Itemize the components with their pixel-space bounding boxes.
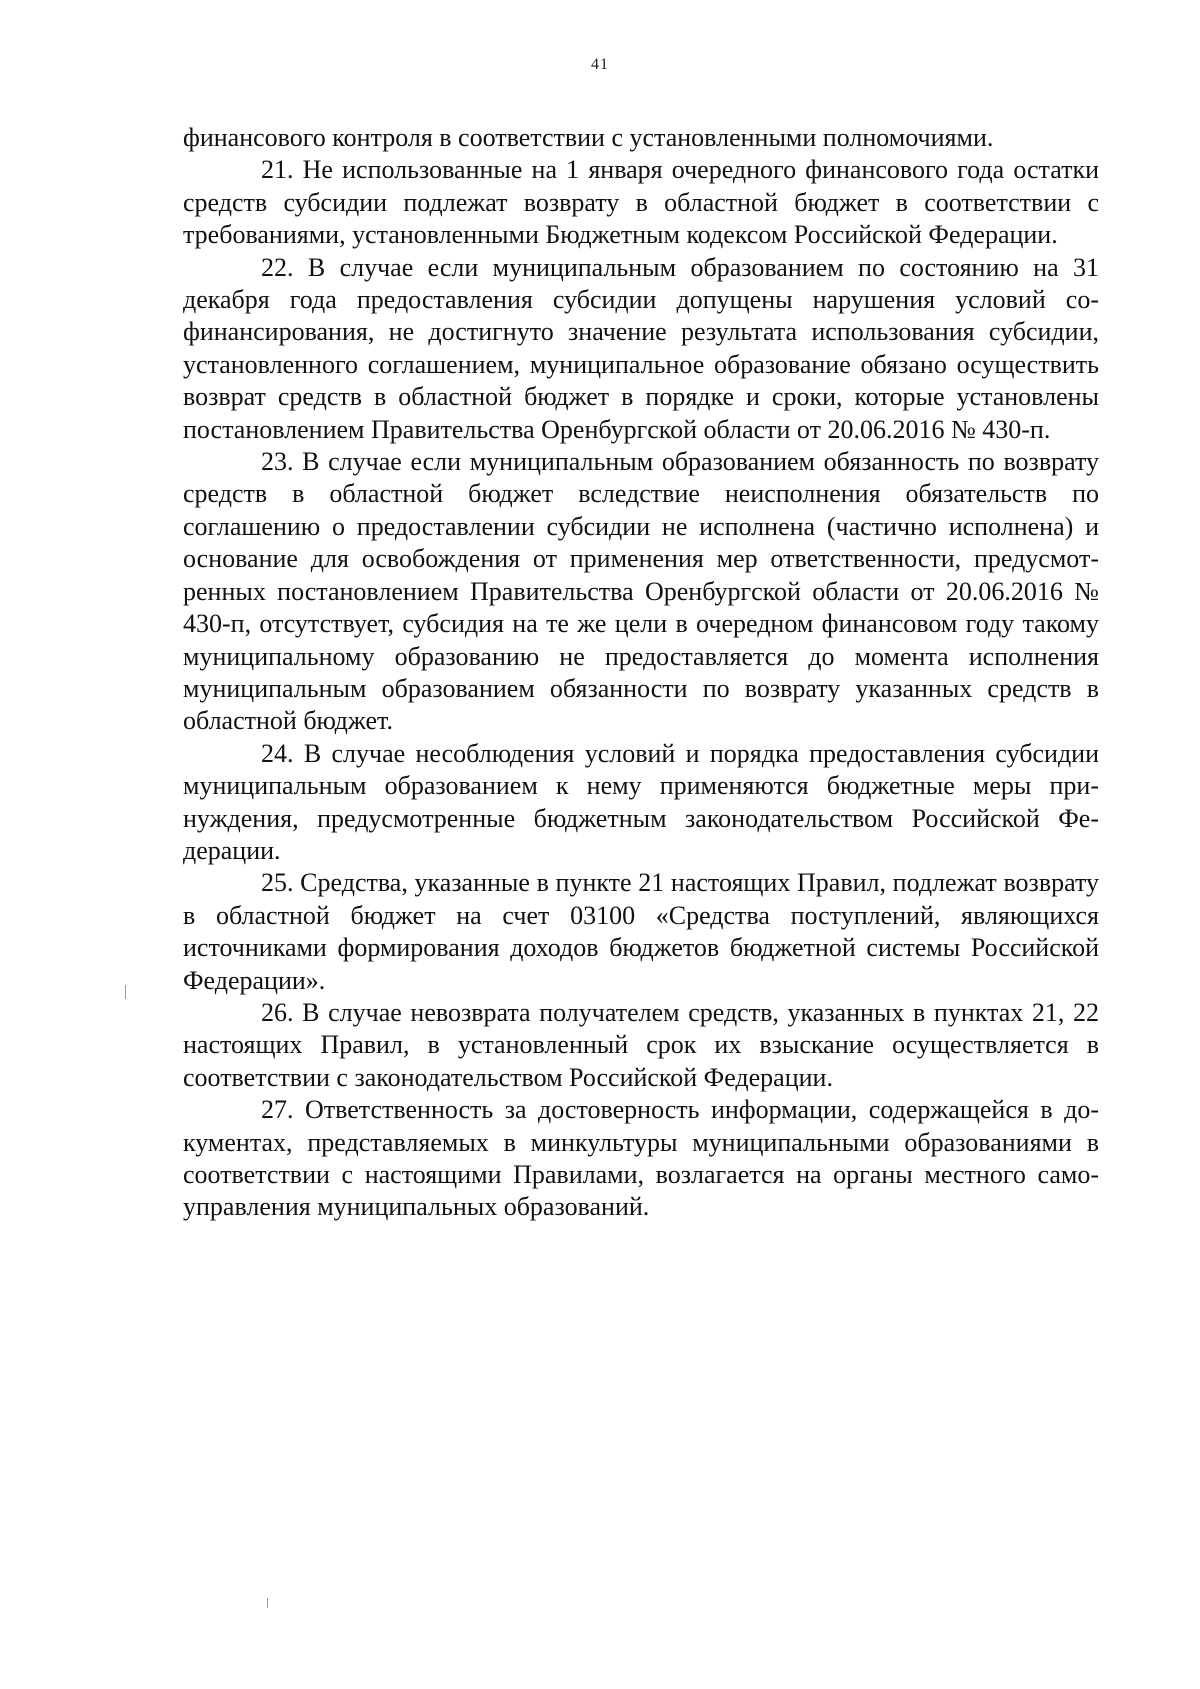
scan-artifact-left [125,985,126,999]
page-number: 41 [591,56,609,73]
document-body [183,122,1099,1224]
paragraph-24: 24. В случае несоблюдения условий и порядка предоставления субсидии муниципальным образованием к нему применяются бюджетные меры принуждения, предусмотренные бюджетным законодательством Российской Федерации. [183,738,1099,865]
paragraph-21: 21. Не использованные на 1 января очередного финансового года остатки средств субсидии подлежат возврату в областной бюджет в соответствии с требованиями, установленными Бюджетным кодексом Российской Федерации. [183,155,1099,250]
paragraph-23: 23. В случае если муниципальным образованием обязанность по возврату средств в областной бюджет вследствие неисполнения обязательств по соглашению о предоставлении субсидии не исполнена (частично исполнена) и основание для освобождения от применения мер ответственности, предусмотренных постановлением Правительства Оренбургской области от 20.06.2016 № 430-п, отсутствует, субсидия на те же цели в очередном финансовом году такому муниципальному образованию не предоставляется до момента исполнения муниципальным образованием обязанности по возврату указанных средств в областной бюджет. [183,447,1099,736]
paragraph-22: 22. В случае если муниципальным образованием по состоянию на 31 декабря года предоставления субсидии допущены нарушения условий софинансирования, не достигнуто значение результата использования субсидии, установленного соглашением, муниципальное образование обязано осуществить возврат средств в областной бюджет в порядке и сроки, которые установлены постановлением Правительства Оренбургской области от 20.06.2016 № 430-п. [183,252,1099,444]
scan-artifact-bottom [267,1598,268,1608]
paragraph-continuation: финансового контроля в соответствии с установленными полномочиями. [183,123,994,152]
paragraph-27: 27. Ответственность за достоверность информации, содержащейся в документах, представляемых в минкультуры муниципальными образованиями в соответствии с настоящими Правилами, возлагается на органы местного самоуправления муниципальных образований. [183,1095,1099,1222]
paragraph-25: 25. Средства, указанные в пункте 21 настоящих Правил, подлежат возврату в областной бюджет на счет 03100 «Средства поступлений, являющихся источниками формирования доходов бюджетов бюджетной системы Российской Федерации». [183,868,1099,995]
paragraph-26: 26. В случае невозврата получателем средств, указанных в пунктах 21, 22 настоящих Правил, в установленный срок их взыскание осуществляется в соответствии с законодательством Российской Федерации. [183,997,1099,1092]
